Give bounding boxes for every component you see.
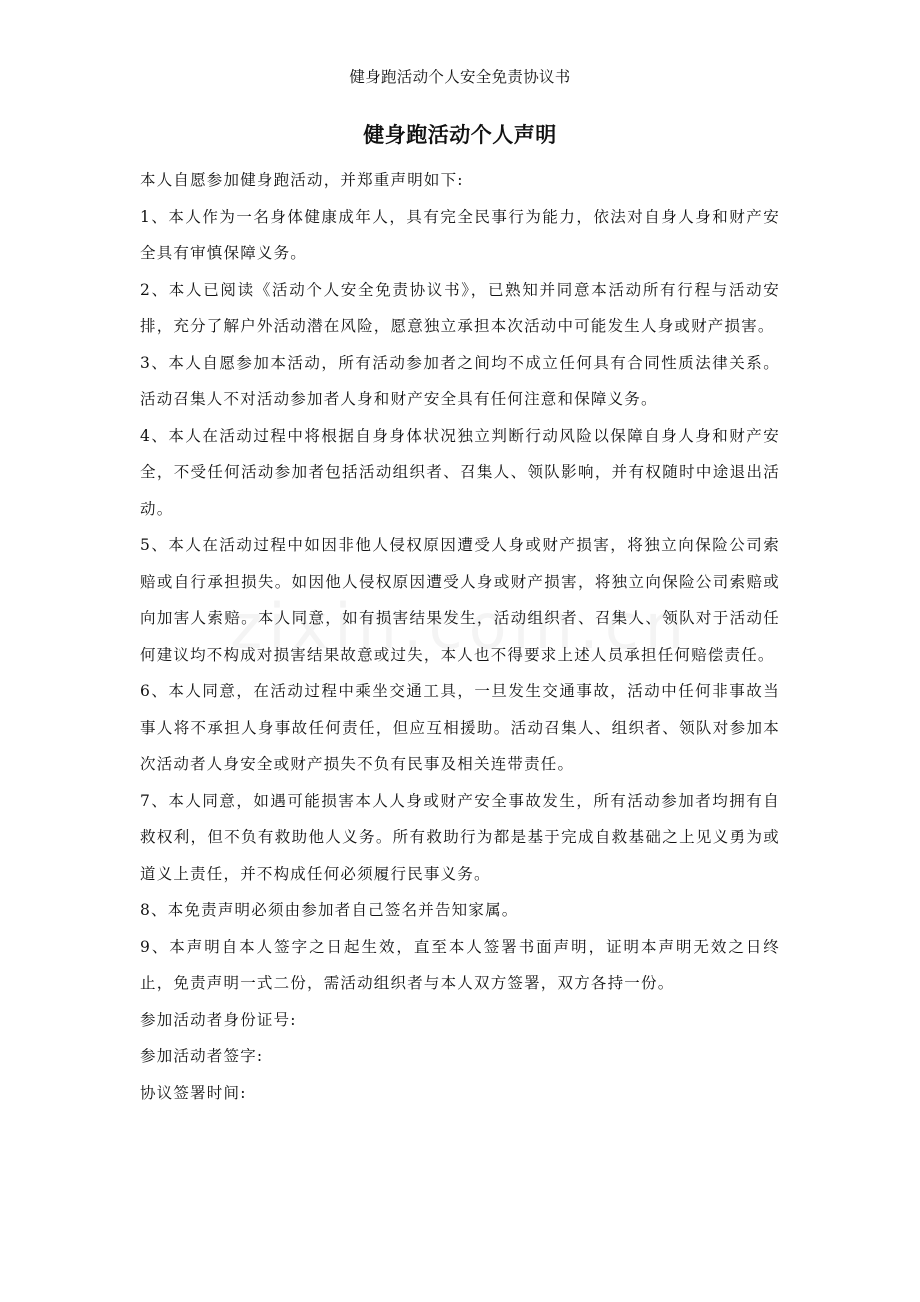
clause-8: 8、本免责声明必须由参加者自己签名并告知家属。 (140, 901, 519, 919)
clause-3: 3、本人自愿参加本活动，所有活动参加者之间均不成立任何具有合同性质法律关系。活动召集人不对活动参加者人身和财产安全具有任何注意和保障义务。 (140, 353, 780, 408)
clause-1: 1、本人作为一名身体健康成年人，具有完全民事行为能力，依法对自身人身和财产安全具有审慎保障义务。 (140, 207, 780, 262)
clause-2: 2、本人已阅读《活动个人安全免责协议书》，已熟知并同意本活动所有行程与活动安排，充分了解户外活动潜在风险，愿意独立承担本次活动中可能发生人身或财产损害。 (140, 280, 780, 335)
id-number-label: 参加活动者身份证号: (140, 1010, 297, 1029)
clause-7: 7、本人同意，如遇可能损害本人人身或财产安全事故发生，所有活动参加者均拥有自救权利，但不负有救助他人义务。所有救助行为都是基于完成自救基础之上见义勇为或道义上责任，并不构成任何必须履行民事义务。 (140, 791, 780, 883)
clause-6: 6、本人同意，在活动过程中乘坐交通工具，一旦发生交通事故，活动中任何非事故当事人将不承担人身事故任何责任，但应互相援助。活动召集人、组织者、领队对参加本次活动者人身安全或财产损失不负有民事及相关连带责任。 (140, 682, 780, 773)
page-title: 健身跑活动个人声明 (363, 123, 557, 147)
document-body (140, 162, 780, 1111)
clause-5: 5、本人在活动过程中如因非他人侵权原因遭受人身或财产损害，将独立向保险公司索赔或自行承担损失。如因他人侵权原因遭受人身或财产损害，将独立向保险公司索赔或向加害人索赔。本人同意，如有损害结果发生，活动组织者、召集人、领队对于活动任何建议均不构成对损害结果故意或过失，本人也不得要求上述人员承担任何赔偿责任。 (140, 536, 780, 664)
clause-9: 9、本声明自本人签字之日起生效，直至本人签署书面声明，证明本声明无效之日终止，免责声明一式二份，需活动组织者与本人双方签署，双方各持一份。 (140, 937, 780, 992)
clause-4: 4、本人在活动过程中将根据自身身体状况独立判断行动风险以保障自身人身和财产安全，不受任何活动参加者包括活动组织者、召集人、领队影响，并有权随时中途退出活动。 (140, 426, 780, 518)
running-header: 健身跑活动个人安全免责协议书 (349, 68, 571, 86)
sign-date-label: 协议签署时间: (140, 1083, 247, 1102)
signature-label: 参加活动者签字: (140, 1047, 264, 1065)
intro-paragraph: 本人自愿参加健身跑活动，并郑重声明如下: (140, 171, 464, 189)
